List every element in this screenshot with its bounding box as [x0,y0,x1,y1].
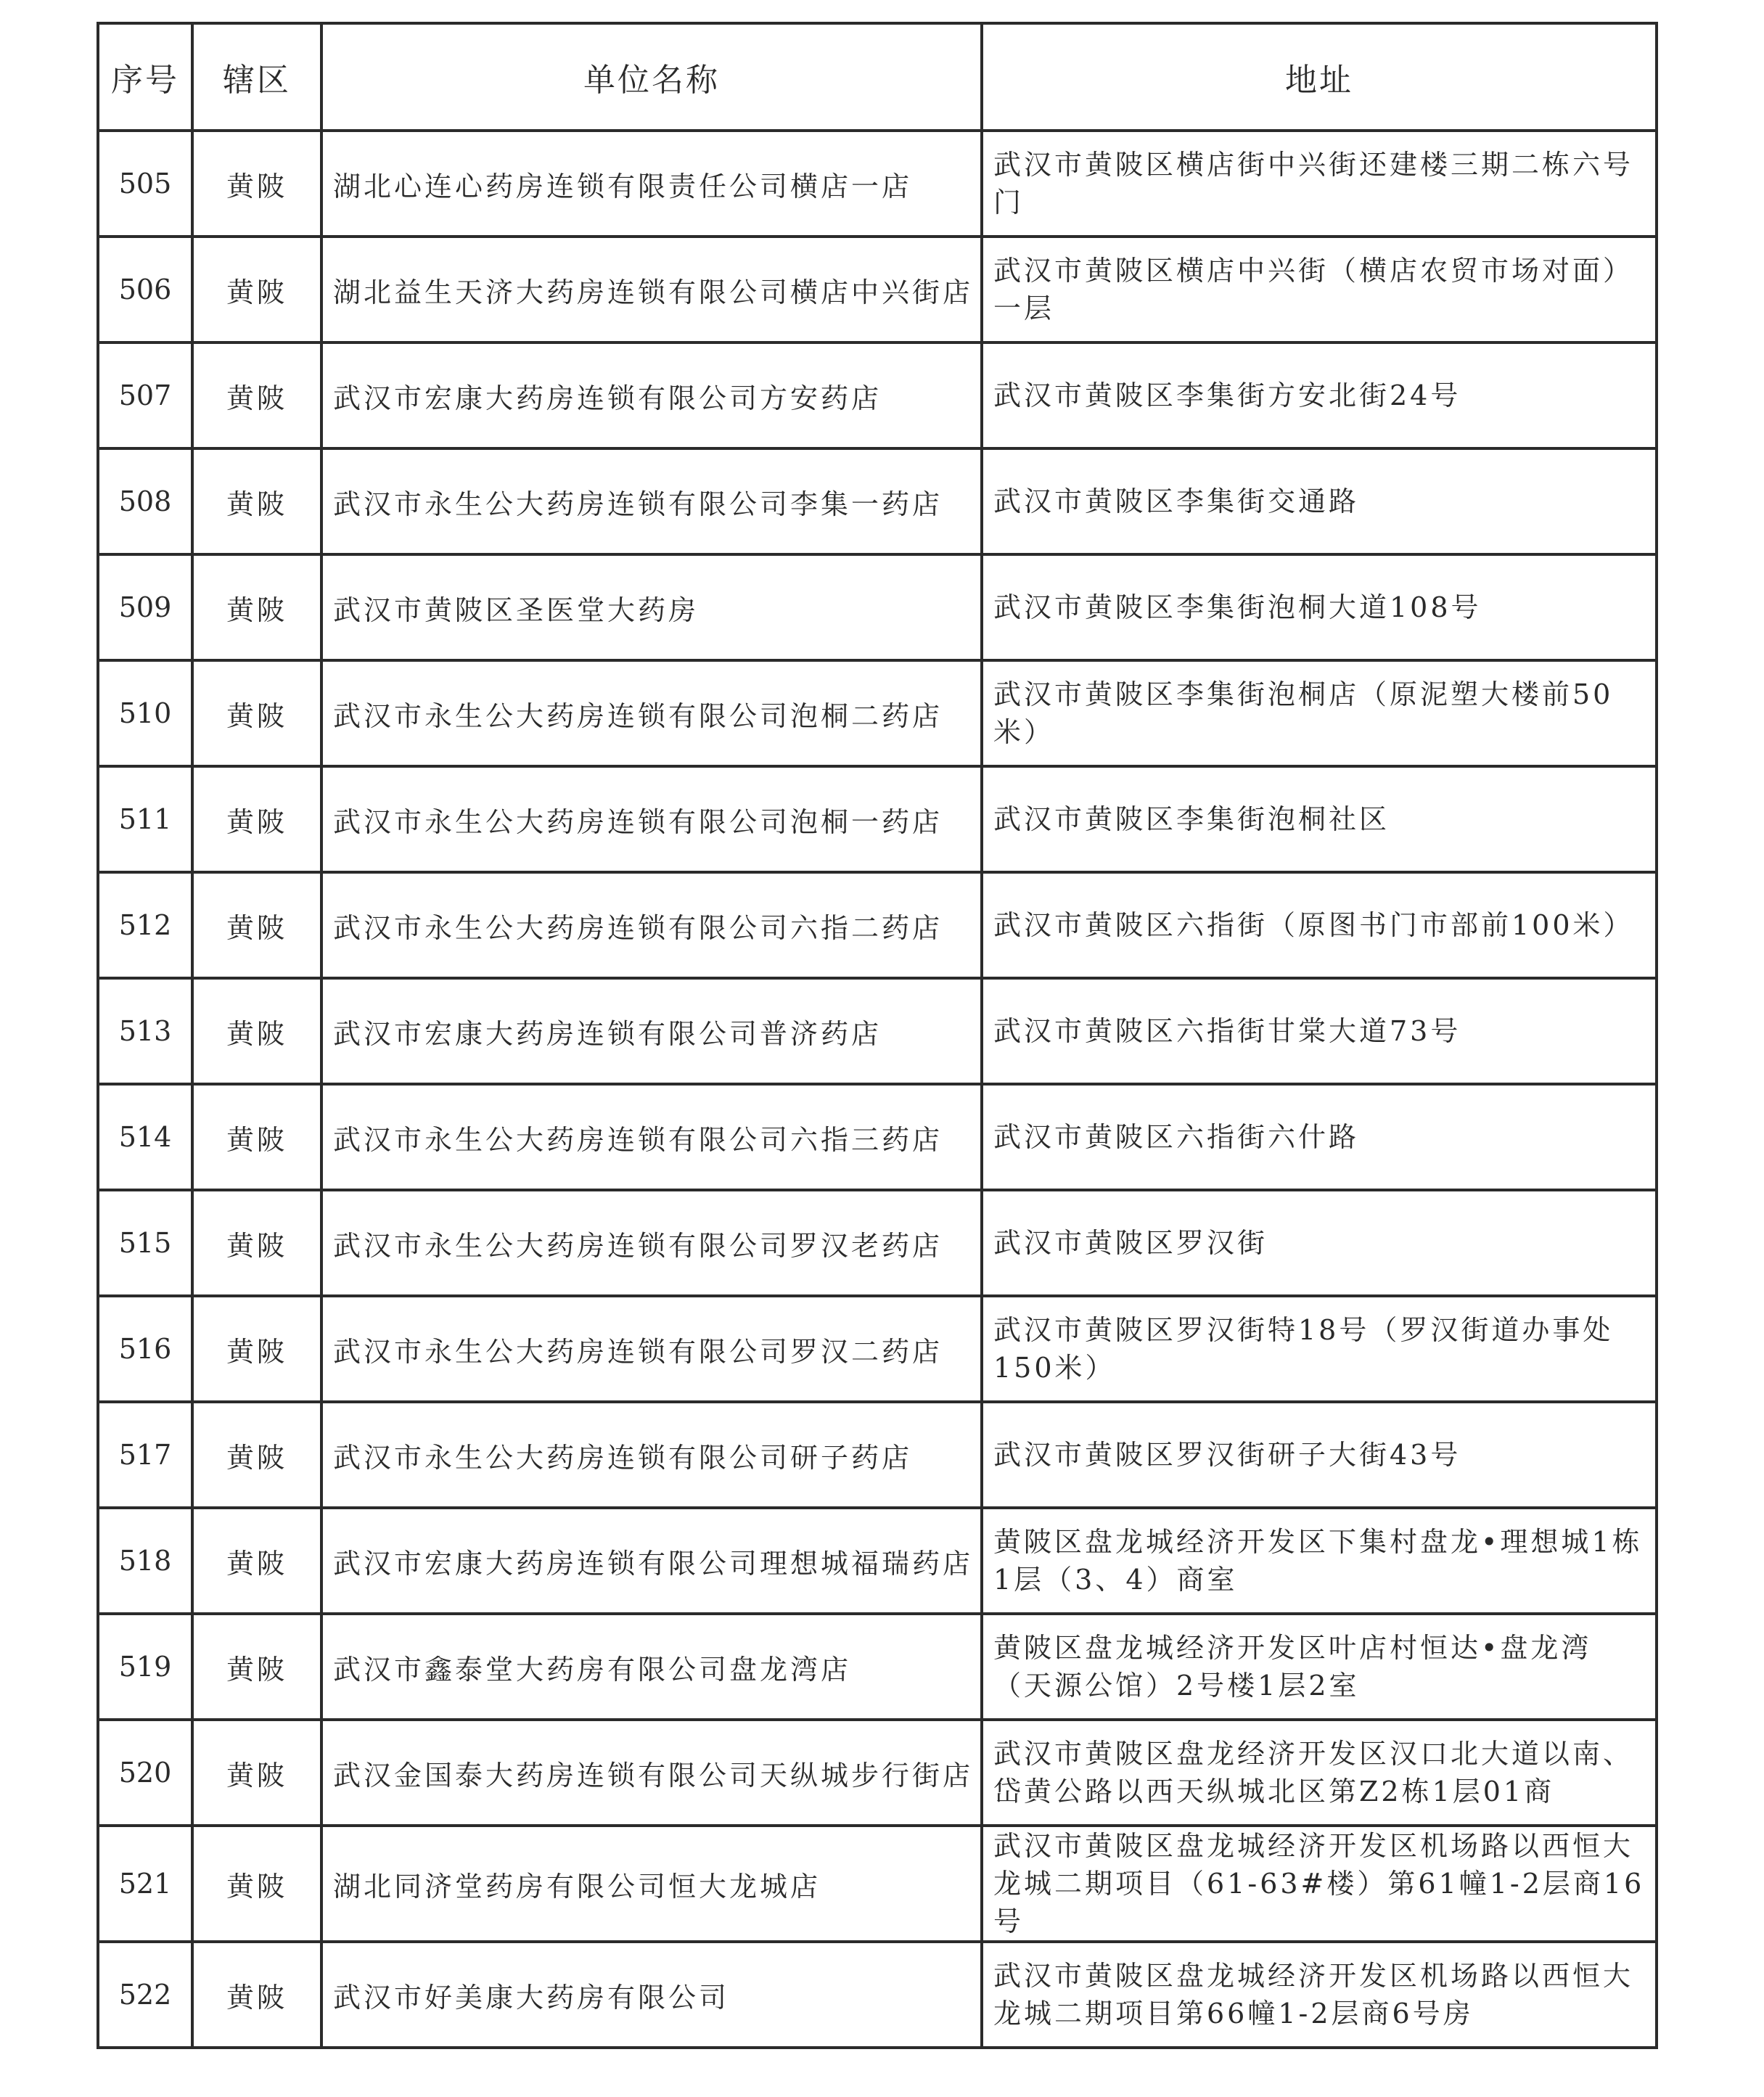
table-row [98,660,1657,766]
cell-unit-name: 武汉市宏康大药房连锁有限公司理想城福瑞药店 [321,1508,982,1614]
cell-district: 黄陂 [192,1720,321,1826]
cell-unit-name: 武汉市永生公大药房连锁有限公司六指三药店 [321,1084,982,1190]
cell-district: 黄陂 [192,660,321,766]
header-row [98,23,1657,131]
cell-address: 武汉市黄陂区六指街六什路 [982,1084,1657,1190]
cell-address: 武汉市黄陂区横店街中兴街还建楼三期二栋六号门 [982,131,1657,237]
table-body [98,131,1657,2048]
cell-unit-name: 武汉市宏康大药房连锁有限公司方安药店 [321,342,982,448]
cell-district: 黄陂 [192,237,321,342]
cell-no: 512 [98,872,192,978]
cell-district: 黄陂 [192,872,321,978]
table-row [98,1508,1657,1614]
cell-no: 506 [98,237,192,342]
cell-address: 武汉市黄陂区六指街（原图书门市部前100米） [982,872,1657,978]
cell-no: 505 [98,131,192,237]
cell-no: 517 [98,1402,192,1508]
cell-address: 武汉市黄陂区盘龙城经济开发区机场路以西恒大龙城二期项目第66幢1-2层商6号房 [982,1942,1657,2048]
cell-district: 黄陂 [192,766,321,872]
cell-no: 513 [98,978,192,1084]
cell-no: 508 [98,448,192,554]
table-row [98,1720,1657,1826]
pharmacy-table [97,22,1658,2049]
cell-unit-name: 武汉市永生公大药房连锁有限公司研子药店 [321,1402,982,1508]
cell-unit-name: 武汉市永生公大药房连锁有限公司泡桐一药店 [321,766,982,872]
table-row [98,237,1657,342]
table-row [98,342,1657,448]
cell-district: 黄陂 [192,978,321,1084]
cell-no: 509 [98,554,192,660]
table-row [98,1190,1657,1296]
cell-address: 武汉市黄陂区盘龙经济开发区汉口北大道以南、岱黄公路以西天纵城北区第Z2栋1层01商 [982,1720,1657,1826]
cell-district: 黄陂 [192,554,321,660]
cell-no: 520 [98,1720,192,1826]
table-row [98,872,1657,978]
cell-no: 511 [98,766,192,872]
table-row [98,448,1657,554]
cell-no: 507 [98,342,192,448]
cell-unit-name: 武汉市好美康大药房有限公司 [321,1942,982,2048]
table-row [98,1942,1657,2048]
cell-address: 武汉市黄陂区李集街泡桐店（原泥塑大楼前50米） [982,660,1657,766]
cell-address: 武汉市黄陂区横店中兴街（横店农贸市场对面）一层 [982,237,1657,342]
cell-no: 515 [98,1190,192,1296]
cell-address: 黄陂区盘龙城经济开发区下集村盘龙•理想城1栋1层（3、4）商室 [982,1508,1657,1614]
cell-no: 521 [98,1826,192,1942]
cell-district: 黄陂 [192,1942,321,2048]
table-row [98,1296,1657,1402]
cell-district: 黄陂 [192,448,321,554]
cell-address: 武汉市黄陂区李集街方安北街24号 [982,342,1657,448]
cell-unit-name: 湖北同济堂药房有限公司恒大龙城店 [321,1826,982,1942]
cell-unit-name: 武汉市永生公大药房连锁有限公司罗汉老药店 [321,1190,982,1296]
table-row [98,554,1657,660]
table-row [98,766,1657,872]
cell-district: 黄陂 [192,1826,321,1942]
cell-no: 516 [98,1296,192,1402]
cell-address: 武汉市黄陂区罗汉街研子大街43号 [982,1402,1657,1508]
cell-unit-name: 武汉市永生公大药房连锁有限公司罗汉二药店 [321,1296,982,1402]
table-row [98,1402,1657,1508]
cell-district: 黄陂 [192,1296,321,1402]
pharmacy-register-sheet [97,22,1655,2049]
cell-unit-name: 武汉市鑫泰堂大药房有限公司盘龙湾店 [321,1614,982,1720]
cell-unit-name: 武汉金国泰大药房连锁有限公司天纵城步行街店 [321,1720,982,1826]
table-row [98,978,1657,1084]
cell-unit-name: 武汉市宏康大药房连锁有限公司普济药店 [321,978,982,1084]
cell-no: 518 [98,1508,192,1614]
cell-unit-name: 湖北益生天济大药房连锁有限公司横店中兴街店 [321,237,982,342]
cell-district: 黄陂 [192,131,321,237]
cell-district: 黄陂 [192,1190,321,1296]
cell-no: 522 [98,1942,192,2048]
table-row [98,1084,1657,1190]
cell-unit-name: 武汉市永生公大药房连锁有限公司六指二药店 [321,872,982,978]
cell-unit-name: 武汉市永生公大药房连锁有限公司泡桐二药店 [321,660,982,766]
table-row [98,1826,1657,1942]
column-header-district: 辖区 [192,23,321,131]
cell-unit-name: 武汉市黄陂区圣医堂大药房 [321,554,982,660]
cell-address: 黄陂区盘龙城经济开发区叶店村恒达•盘龙湾（天源公馆）2号楼1层2室 [982,1614,1657,1720]
table-header [98,23,1657,131]
table-row [98,1614,1657,1720]
cell-unit-name: 武汉市永生公大药房连锁有限公司李集一药店 [321,448,982,554]
column-header-address: 地址 [982,23,1657,131]
cell-no: 519 [98,1614,192,1720]
cell-address: 武汉市黄陂区李集街泡桐大道108号 [982,554,1657,660]
cell-address: 武汉市黄陂区盘龙城经济开发区机场路以西恒大龙城二期项目（61-63#楼）第61幢1-2层商16号 [982,1826,1657,1942]
column-header-name: 单位名称 [321,23,982,131]
cell-address: 武汉市黄陂区罗汉街 [982,1190,1657,1296]
cell-address: 武汉市黄陂区李集街泡桐社区 [982,766,1657,872]
cell-address: 武汉市黄陂区罗汉街特18号（罗汉街道办事处150米） [982,1296,1657,1402]
cell-district: 黄陂 [192,1508,321,1614]
table-row [98,131,1657,237]
cell-district: 黄陂 [192,342,321,448]
cell-district: 黄陂 [192,1614,321,1720]
cell-address: 武汉市黄陂区李集街交通路 [982,448,1657,554]
cell-unit-name: 湖北心连心药房连锁有限责任公司横店一店 [321,131,982,237]
cell-district: 黄陂 [192,1084,321,1190]
cell-no: 514 [98,1084,192,1190]
cell-no: 510 [98,660,192,766]
cell-district: 黄陂 [192,1402,321,1508]
column-header-no: 序号 [98,23,192,131]
cell-address: 武汉市黄陂区六指街甘棠大道73号 [982,978,1657,1084]
